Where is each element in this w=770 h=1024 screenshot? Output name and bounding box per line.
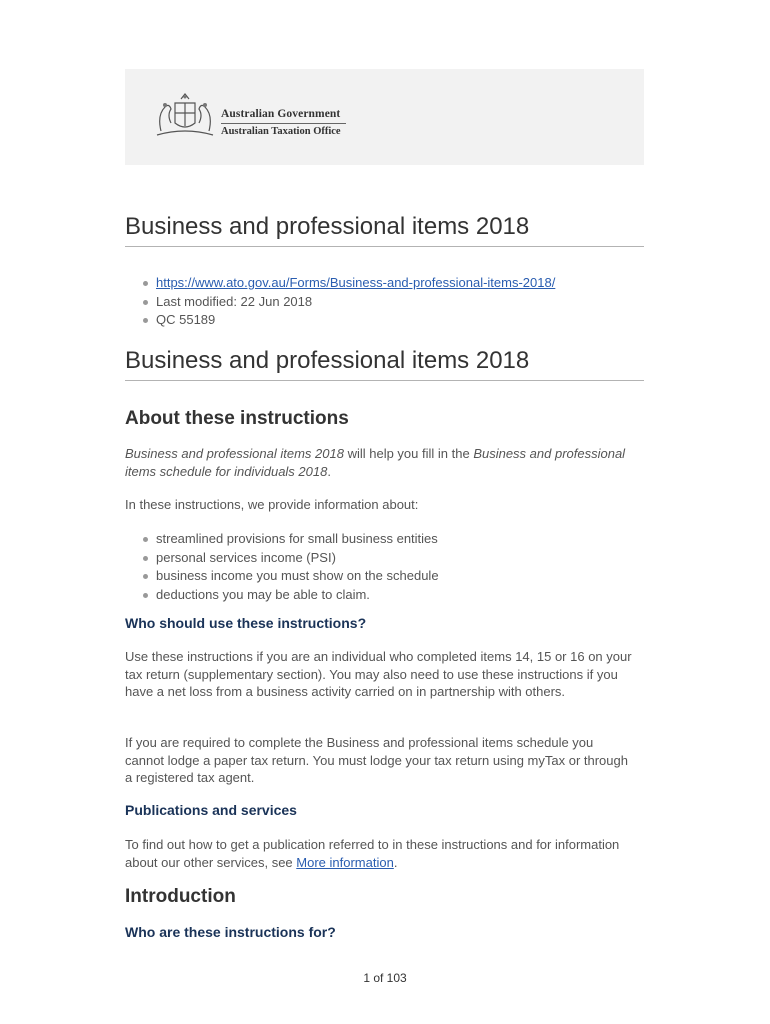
list-item: deductions you may be able to claim. [125, 586, 439, 605]
page-number: 1 of 103 [363, 971, 407, 985]
provide-text: In these instructions, we provide information about: [125, 497, 419, 512]
document-meta-list [125, 274, 555, 330]
bullet-icon [143, 300, 148, 305]
about-intro: Business and professional items 2018 will help you fill in the Business and professional items schedule for individuals 2018. [125, 446, 626, 479]
bullet-icon [143, 556, 148, 561]
schedule-title: Business and professional items schedule for individuals 2018 [125, 446, 626, 479]
bullet-icon [143, 318, 148, 323]
bullet-icon [143, 574, 148, 579]
more-information-link[interactable]: More information [296, 854, 394, 870]
list-item [125, 274, 555, 293]
source-url-link[interactable]: https://www.ato.gov.au/Forms/Business-and-professional-items-2018/ [156, 275, 556, 290]
who-should-para-2: If you are required to complete the Business and professional items schedule you cannot lodge a paper tax return. You must lodge your tax return using myTax or through a registered tax agent. [125, 735, 628, 785]
list-item: business income you must show on the schedule [125, 567, 439, 586]
bullet-icon [143, 281, 148, 286]
publication-title: Business and professional items 2018 [125, 446, 344, 461]
list-item [125, 311, 555, 330]
topics-list [125, 530, 439, 604]
list-item: personal services income (PSI) [125, 549, 439, 568]
ato-header-banner [125, 69, 644, 165]
commonwealth-coat-of-arms-icon [153, 93, 217, 139]
qc-number: QC 55189 [156, 312, 216, 327]
document-title: Business and professional items 2018 [125, 346, 644, 381]
last-modified: Last modified: 22 Jun 2018 [156, 293, 313, 309]
government-name: Australian Government [221, 108, 346, 124]
who-should-heading: Who should use these instructions? [125, 615, 367, 631]
publications-heading: Publications and services [125, 802, 297, 818]
who-should-para-1: Use these instructions if you are an individual who completed items 14, 15 or 16 on your tax return (supplementary section). You may also need to use these instructions if you have a net loss from a business activity carried on in partnership with others. [125, 649, 632, 699]
bullet-icon [143, 537, 148, 542]
introduction-heading: Introduction [125, 886, 236, 907]
bullet-icon [143, 593, 148, 598]
list-item: streamlined provisions for small business entities [125, 530, 439, 549]
about-heading: About these instructions [125, 408, 349, 429]
list-item [125, 293, 555, 312]
publications-text: To find out how to get a publication referred to in these instructions and for information about our other services, see More information. [125, 837, 620, 870]
office-name: Australian Taxation Office [221, 126, 341, 137]
agency-name [221, 108, 346, 137]
page-title: Business and professional items 2018 [125, 212, 644, 247]
who-for-heading: Who are these instructions for? [125, 924, 336, 940]
